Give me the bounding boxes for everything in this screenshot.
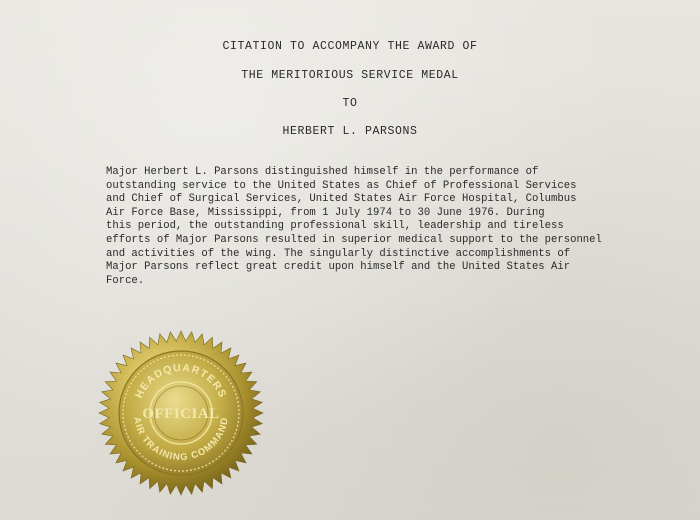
body-line: Major Herbert L. Parsons distinguished himself in the performance of	[106, 166, 539, 178]
heading-to: TO	[342, 97, 358, 110]
body-line: efforts of Major Parsons resulted in superior medical support to the personnel	[106, 233, 602, 246]
citation-heading: CITATION TO ACCOMPANY THE AWARD OF	[222, 40, 478, 53]
body-line: Major Parsons reflect great credit upon himself and the United States Air	[106, 261, 571, 274]
body-line: this period, the outstanding professional skill, leadership and tireless	[106, 220, 564, 233]
seal-top-text: HEADQUARTERS	[133, 361, 229, 401]
body-line: outstanding service to the United States as Chief of Professional Services	[106, 179, 577, 192]
seal-center-text: OFFICIAL	[142, 406, 220, 422]
body-line: Air Force Base, Mississippi, from 1 July 1974 to 30 June 1976. During	[106, 206, 545, 219]
medal-name: THE MERITORIOUS SERVICE MEDAL	[241, 69, 459, 82]
body-line: Force.	[106, 274, 145, 287]
seal-bottom-text: AIR TRAINING COMMAND	[131, 416, 231, 464]
recipient-name: HERBERT L. PARSONS	[282, 125, 418, 138]
gold-seal-icon	[98, 330, 264, 496]
body-line: and Chief of Surgical Services, United States Air Force Hospital, Columbus	[106, 193, 577, 206]
body-line: and activities of the wing. The singularly distinctive accomplishments of	[106, 247, 571, 260]
citation-body	[106, 166, 626, 288]
